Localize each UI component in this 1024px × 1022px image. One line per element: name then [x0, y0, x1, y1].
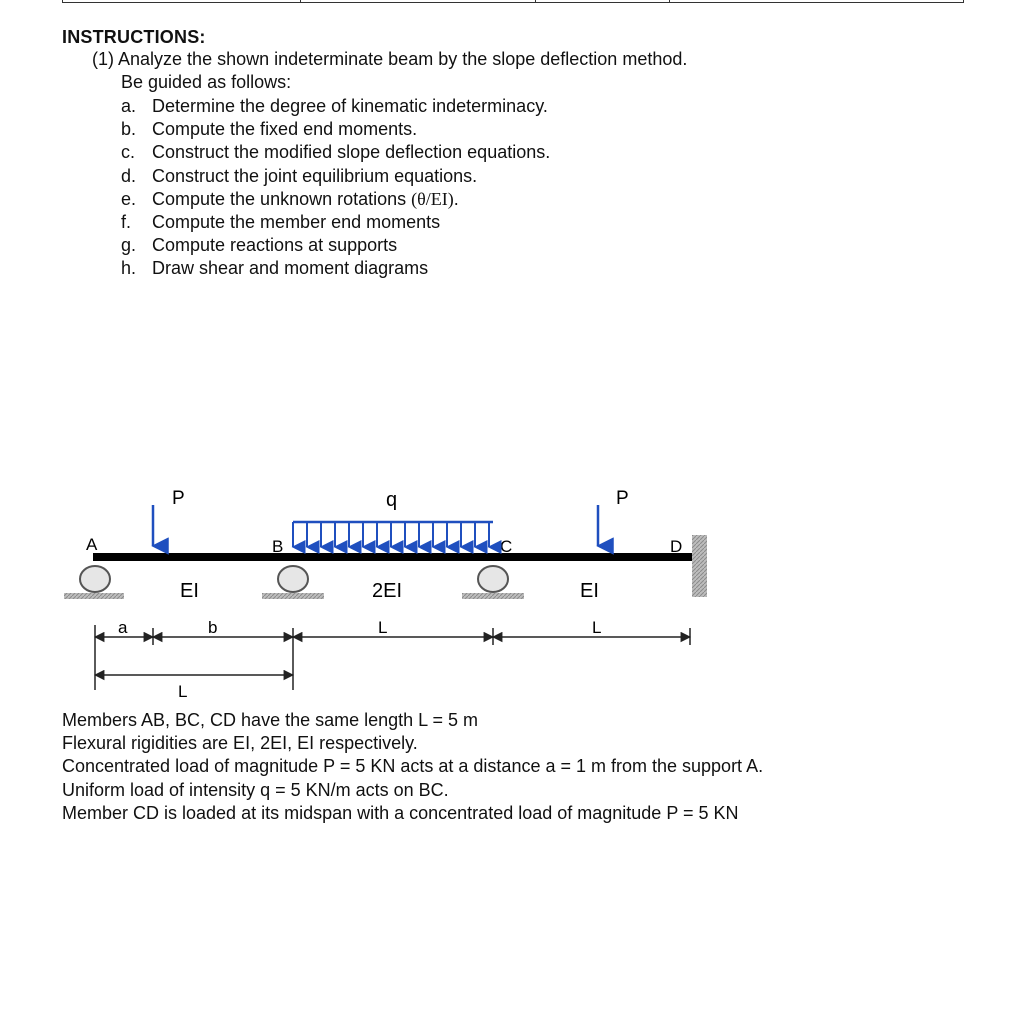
step-letter: c.	[121, 142, 136, 163]
top-table-border	[62, 0, 964, 3]
point-load-label-right: P	[616, 488, 629, 509]
step-text: Determine the degree of kinematic indeterminacy.	[152, 96, 548, 116]
roller-support-b	[262, 566, 324, 599]
given-line: Uniform load of intensity q = 5 KN/m acts on BC.	[62, 779, 449, 800]
border-divider	[300, 0, 301, 2]
joint-label-a: A	[86, 535, 98, 554]
step-tail: .	[453, 188, 459, 209]
beam	[93, 553, 693, 561]
step-item	[121, 118, 550, 141]
step-letter: g.	[121, 235, 137, 256]
roller-support-c	[462, 566, 524, 599]
step-item	[121, 188, 550, 211]
beam-diagram	[0, 470, 1024, 710]
distributed-load	[293, 522, 493, 547]
joint-label-b: B	[272, 537, 284, 556]
step-text: Compute reactions at supports	[152, 235, 398, 256]
distributed-load-label: q	[386, 489, 398, 511]
rigidity-bc: 2EI	[372, 580, 403, 602]
joint-label-c: C	[500, 537, 513, 556]
step-letter: b.	[121, 119, 137, 140]
step-item	[121, 165, 550, 188]
rigidity-cd: EI	[580, 580, 599, 602]
step-item	[121, 234, 550, 257]
given-line: Flexural rigidities are EI, 2EI, EI respectively.	[62, 733, 418, 754]
problem-number: (1)	[92, 49, 114, 69]
dimension-label-cd: L	[592, 618, 602, 637]
border-divider	[535, 0, 536, 2]
dimension-label-a: a	[118, 618, 128, 637]
roller-support-a	[64, 566, 124, 599]
step-item	[121, 141, 550, 164]
step-item	[121, 257, 550, 280]
step-letter: f.	[121, 211, 132, 232]
problem-statement	[92, 49, 687, 70]
step-text: Compute the fixed end moments.	[152, 119, 418, 140]
joint-label-d: D	[670, 537, 683, 556]
rigidity-ab: EI	[180, 580, 199, 602]
dimension-label-ab: L	[178, 682, 188, 701]
step-item	[121, 211, 550, 234]
point-load-label-left: P	[172, 488, 185, 509]
step-letter: h.	[121, 258, 137, 279]
given-line: Members AB, BC, CD have the same length L = 5 m	[62, 710, 479, 730]
step-text: Draw shear and moment diagrams	[152, 258, 429, 279]
given-line: Concentrated load of magnitude P = 5 KN acts at a distance a = 1 m from the support A.	[62, 756, 764, 777]
step-letter: e.	[121, 188, 137, 209]
step-item	[121, 95, 550, 118]
instructions-heading: INSTRUCTIONS:	[62, 27, 206, 47]
dimension-label-bc: L	[378, 618, 388, 637]
rotation-symbol: (θ/EI)	[411, 188, 454, 209]
step-letter: a.	[121, 96, 137, 116]
step-letter: d.	[121, 165, 137, 186]
dimension-label-b: b	[208, 618, 218, 637]
guide-text: Be guided as follows:	[121, 72, 292, 92]
given-line: Member CD is loaded at its midspan with a concentrated load of magnitude P = 5 KN	[62, 802, 739, 823]
border-divider	[669, 0, 670, 2]
given-data-list	[62, 709, 763, 825]
problem-text: Analyze the shown indeterminate beam by the slope deflection method.	[118, 49, 688, 69]
step-text: Construct the joint equilibrium equations.	[152, 165, 478, 186]
step-list	[121, 95, 550, 281]
step-text: Construct the modified slope deflection equations.	[152, 142, 551, 163]
fixed-support-d	[692, 535, 707, 597]
step-text: Compute the member end moments	[152, 211, 441, 232]
step-text: Compute the unknown rotations	[152, 188, 412, 209]
